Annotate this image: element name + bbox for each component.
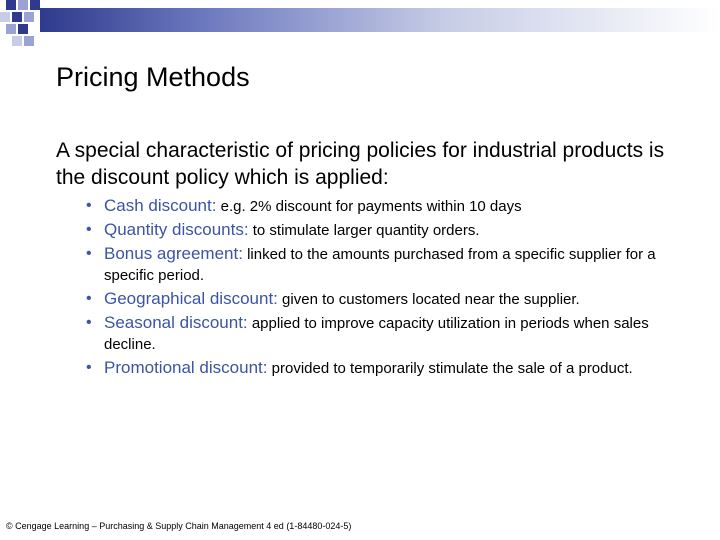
- deco-square: [6, 24, 16, 34]
- bullet-icon: •: [86, 245, 92, 262]
- intro-text: A special characteristic of pricing policies for industrial products is the discount policy which is applied:: [56, 139, 665, 189]
- deco-square: [30, 0, 40, 10]
- bullet-term: Bonus agreement:: [104, 244, 243, 263]
- list-item: [80, 357, 690, 379]
- deco-square: [6, 0, 16, 10]
- corner-squares-decoration: [0, 0, 60, 60]
- deco-square: [24, 12, 34, 22]
- bullet-desc: to stimulate larger quantity orders.: [248, 222, 480, 239]
- list-item: [80, 219, 690, 241]
- bullet-icon: •: [86, 290, 92, 307]
- deco-square: [18, 0, 28, 10]
- bullet-desc: linked to the amounts purchased from a specific supplier for a specific period.: [104, 246, 656, 284]
- deco-square: [18, 24, 28, 34]
- bullet-term: Seasonal discount:: [104, 313, 248, 332]
- bullet-desc: provided to temporarily stimulate the sale of a product.: [267, 360, 633, 377]
- bullet-icon: •: [86, 314, 92, 331]
- bullet-desc: applied to improve capacity utilization in periods when sales decline.: [104, 315, 649, 353]
- list-item: [80, 288, 690, 310]
- bullet-desc: given to customers located near the supplier.: [277, 291, 580, 308]
- bullet-term: Geographical discount:: [104, 289, 278, 308]
- bullet-icon: •: [86, 359, 92, 376]
- bullet-term: Cash discount:: [104, 196, 217, 215]
- header-gradient-bar: [40, 8, 720, 32]
- list-item: [80, 243, 690, 286]
- list-item: [80, 312, 690, 355]
- deco-square: [0, 12, 10, 22]
- deco-square: [24, 36, 34, 46]
- list-item: [80, 195, 690, 217]
- bullet-term: Promotional discount:: [104, 358, 268, 377]
- bullet-icon: •: [86, 197, 92, 214]
- discount-list: [80, 195, 690, 381]
- deco-square: [12, 12, 22, 22]
- copyright-footer: © Cengage Learning – Purchasing & Supply Chain Management 4 ed (1-84480-024-5): [6, 521, 352, 531]
- bullet-desc: e.g. 2% discount for payments within 10 days: [216, 198, 522, 215]
- bullet-term: Quantity discounts:: [104, 220, 249, 239]
- deco-square: [12, 36, 22, 46]
- bullet-icon: •: [86, 221, 92, 238]
- slide-title: Pricing Methods: [56, 62, 250, 92]
